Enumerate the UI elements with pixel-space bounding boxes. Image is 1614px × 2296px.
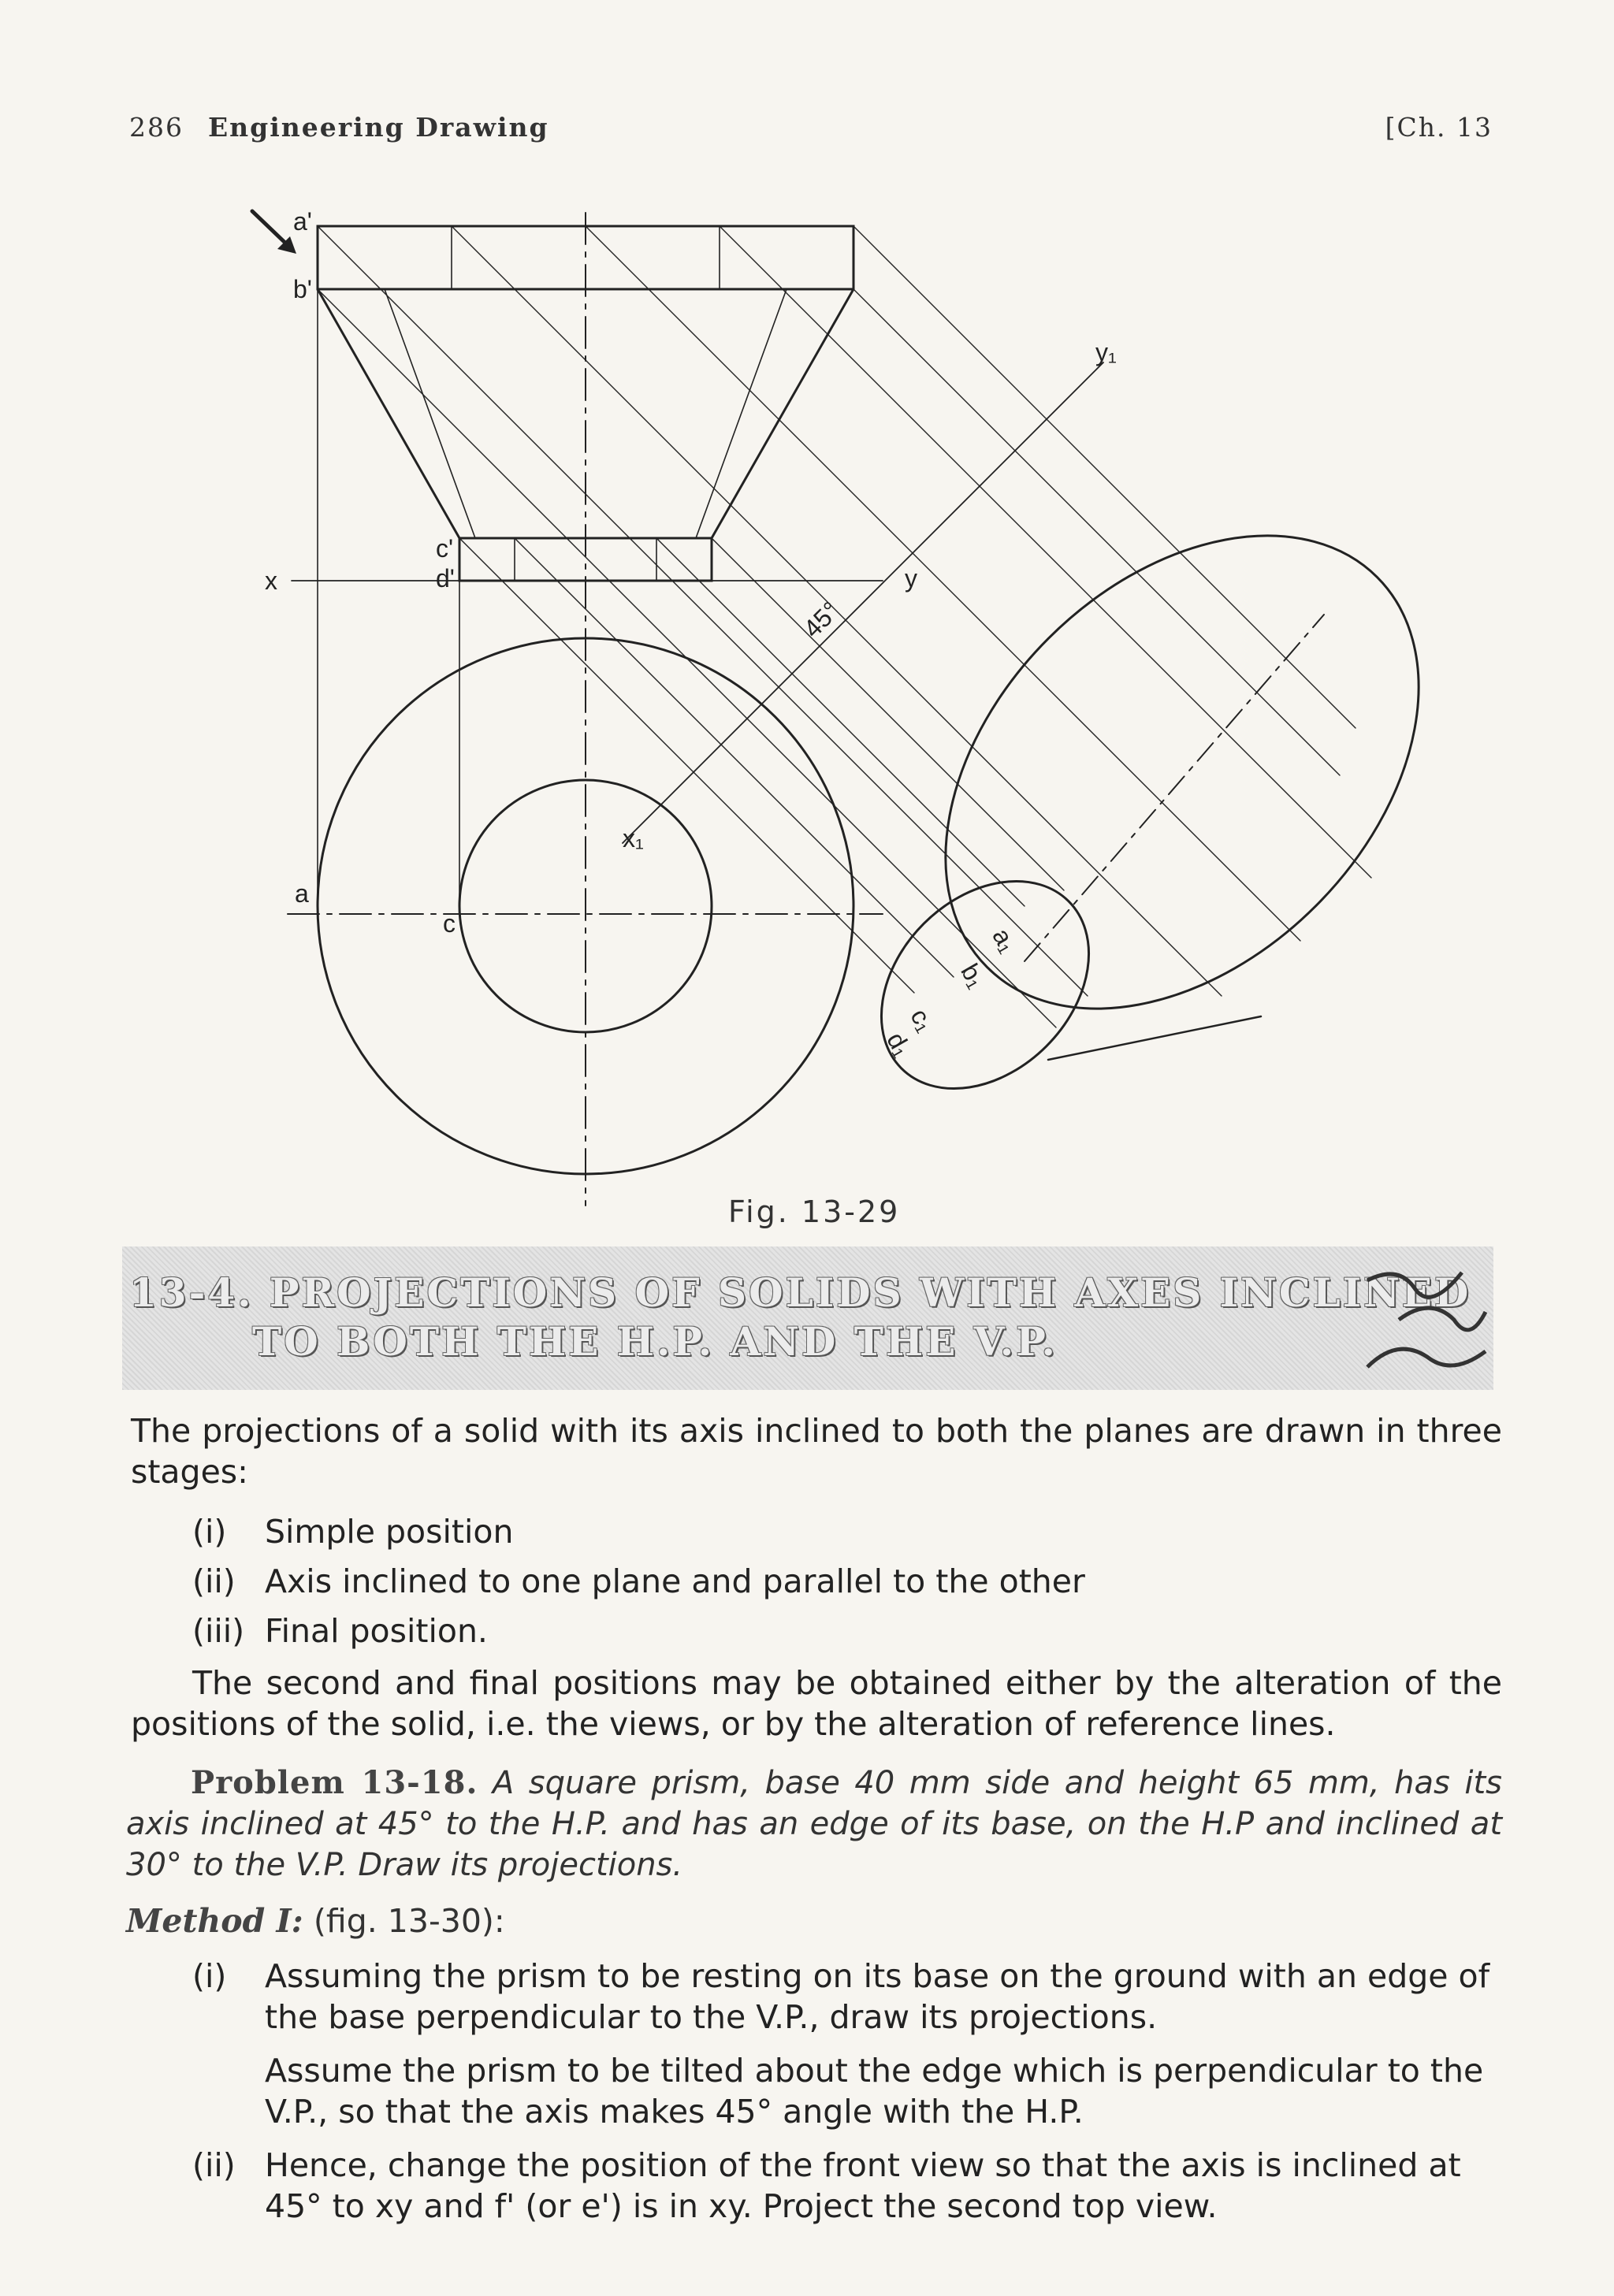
intro-paragraph: The projections of a solid with its axis inclined to both the planes are drawn in three stages: bbox=[131, 1412, 1502, 1491]
label-c-prime: c' bbox=[436, 534, 454, 563]
projector-lines bbox=[318, 226, 1371, 1027]
label-y: y bbox=[905, 564, 917, 593]
problem-text: A square prism, base 40 mm side and height 65 mm, has its axis inclined at 45° to the H.P. and has an edge of its base, on the H.P and inclined at 30° to the V.P. Draw its projections. bbox=[126, 1765, 1502, 1883]
stage-text: Axis inclined to one plane and parallel to the other bbox=[265, 1562, 1085, 1600]
label-c: c bbox=[443, 909, 456, 938]
chapter-label: [Ch. 13 bbox=[1385, 112, 1493, 143]
step-number: (ii) bbox=[192, 2146, 236, 2184]
label-a-prime: a' bbox=[293, 207, 312, 236]
stage-text: Final position. bbox=[265, 1612, 488, 1650]
label-b-prime: b' bbox=[293, 275, 312, 303]
step-text: Assuming the prism to be resting on its base on the ground with an edge of the base perpendicular to the V.P., draw its projections. bbox=[265, 1957, 1490, 2036]
method-heading bbox=[126, 1900, 505, 1941]
page-number: 286 bbox=[129, 112, 184, 143]
label-a: a bbox=[295, 879, 309, 908]
stage-number: (ii) bbox=[192, 1562, 236, 1600]
figure-caption: Fig. 13-29 bbox=[728, 1194, 901, 1229]
label-a1: a₁ bbox=[987, 923, 1023, 957]
label-b1: b₁ bbox=[955, 958, 991, 993]
label-y1: y₁ bbox=[1095, 338, 1117, 366]
figure-labels bbox=[265, 207, 1117, 1061]
stage-number: (iii) bbox=[192, 1612, 245, 1650]
label-x: x bbox=[265, 567, 277, 595]
section-heading bbox=[129, 1269, 1471, 1366]
frustum-left-slant bbox=[318, 289, 459, 538]
section-ornament bbox=[1352, 1249, 1493, 1387]
step-number: (i) bbox=[192, 1957, 227, 1995]
label-d-prime: d' bbox=[436, 564, 455, 593]
problem-statement bbox=[126, 1763, 1502, 1885]
step-item bbox=[192, 2050, 1501, 2137]
method-label: Method I: bbox=[126, 1902, 303, 1940]
aux-small-ellipse bbox=[840, 840, 1130, 1130]
section-heading-line1: 13-4. PROJECTIONS OF SOLIDS WITH AXES INCLINED bbox=[129, 1269, 1471, 1316]
auxiliary-view bbox=[840, 444, 1511, 1130]
section-heading-line2: TO BOTH THE H.P. AND THE V.P. bbox=[252, 1318, 1058, 1365]
label-d1: d₁ bbox=[881, 1027, 917, 1061]
step-item bbox=[192, 2145, 1501, 2231]
label-angle: 45° bbox=[798, 596, 846, 644]
view-arrow bbox=[252, 211, 296, 254]
label-c1: c₁ bbox=[905, 1003, 940, 1037]
step-text: Hence, change the position of the front view so that the axis is inclined at 45° to xy and f' (or e') is in xy. Project the second top view. bbox=[265, 2146, 1461, 2225]
label-x1: x₁ bbox=[623, 824, 644, 853]
step-text: Assume the prism to be tilted about the edge which is perpendicular to the V.P., so that the axis makes 45° angle with the H.P. bbox=[265, 2052, 1484, 2131]
problem-label: Problem 13-18. bbox=[191, 1764, 478, 1801]
running-title: Engineering Drawing bbox=[208, 112, 549, 143]
frustum-right-slant bbox=[712, 289, 853, 538]
stage-text: Simple position bbox=[265, 1513, 514, 1551]
stage-number: (i) bbox=[192, 1513, 227, 1551]
step-item bbox=[192, 1956, 1501, 2042]
aux-large-ellipse bbox=[853, 444, 1511, 1101]
method-ref: (fig. 13-30): bbox=[313, 1902, 505, 1940]
generator-lines bbox=[318, 213, 787, 1206]
paragraph-2: The second and final positions may be obtained either by the alteration of the positions of the solid, i.e. the views, or by the alteration of reference lines. bbox=[131, 1664, 1502, 1743]
